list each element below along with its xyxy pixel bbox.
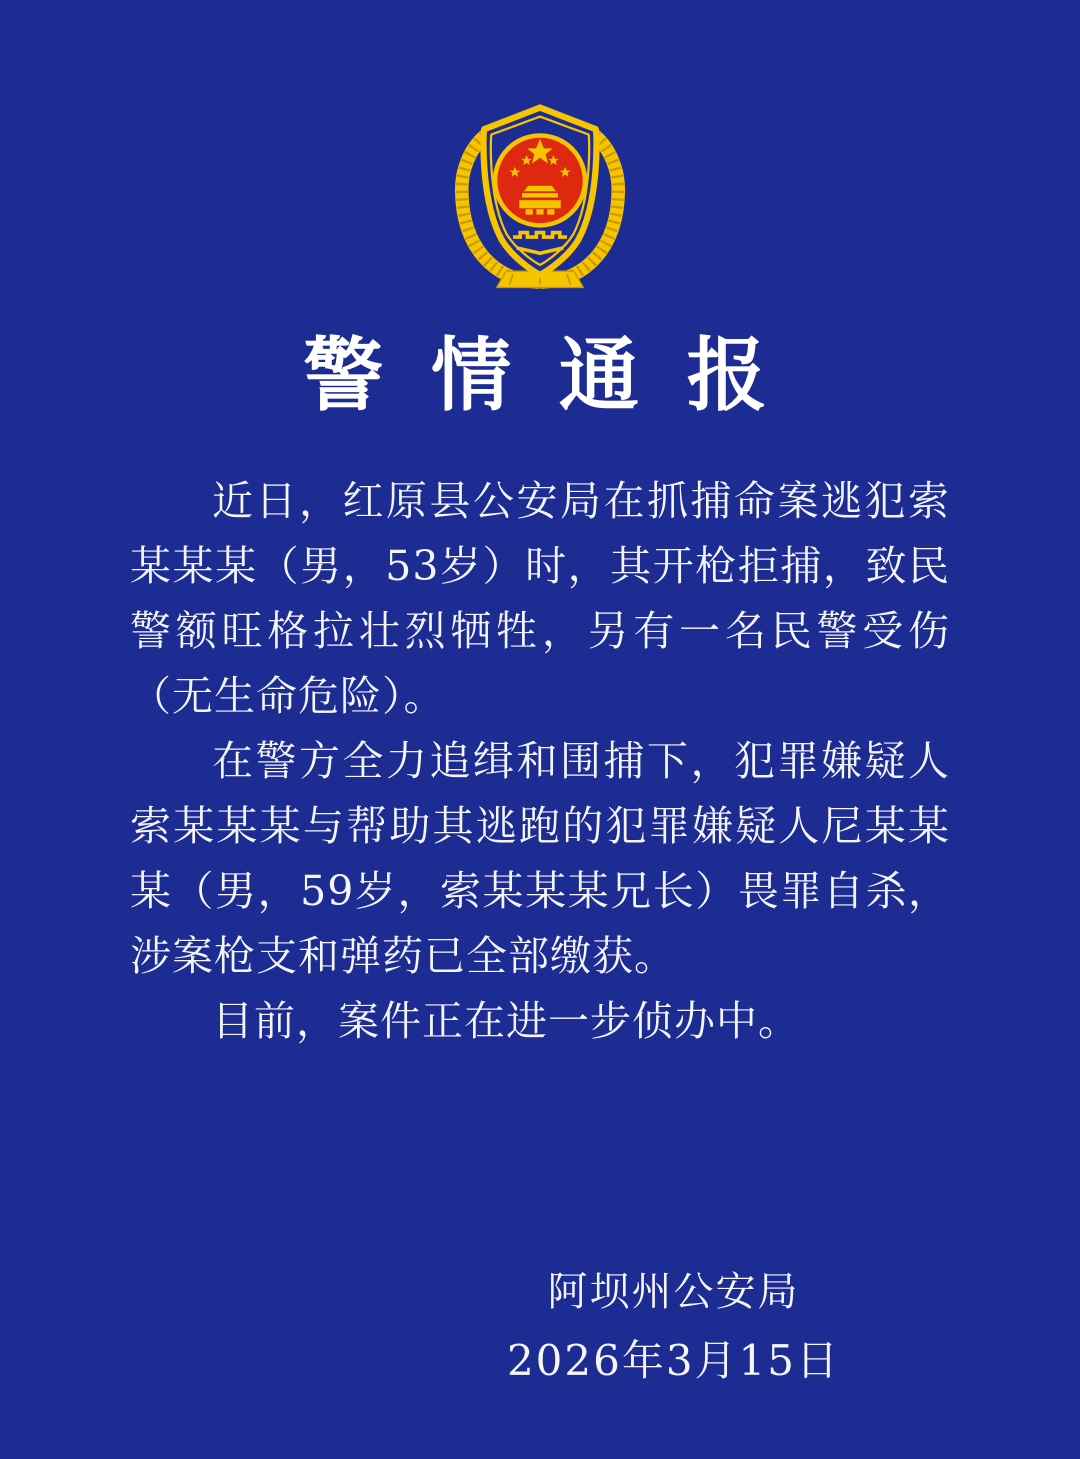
body-paragraph-3: 目前，案件正在进一步侦办中。 <box>212 997 800 1045</box>
body-paragraph-2: 在警方全力追缉和围捕下，犯罪嫌疑人索某某某与帮助其逃跑的犯罪嫌疑人尼某某某（男，59岁，索某某某兄长）畏罪自杀，涉案枪支和弹药已全部缴获。 <box>130 737 950 980</box>
emblem-container <box>0 0 1080 291</box>
police-badge-icon <box>450 95 630 291</box>
body-paragraph-1: 近日，红原县公安局在抓捕命案逃犯索某某某（男，53岁）时，其开枪拒捕，致民警额旺格拉壮烈牺牲，另有一名民警受伤（无生命危险）。 <box>130 477 950 720</box>
signature-date: 2026年3月15日 <box>506 1336 840 1385</box>
signature-agency: 阿坝州公安局 <box>547 1269 800 1315</box>
notice-title: 警 情 通 报 <box>303 328 777 422</box>
signature-block <box>506 1269 840 1385</box>
notice-body <box>130 469 950 1054</box>
